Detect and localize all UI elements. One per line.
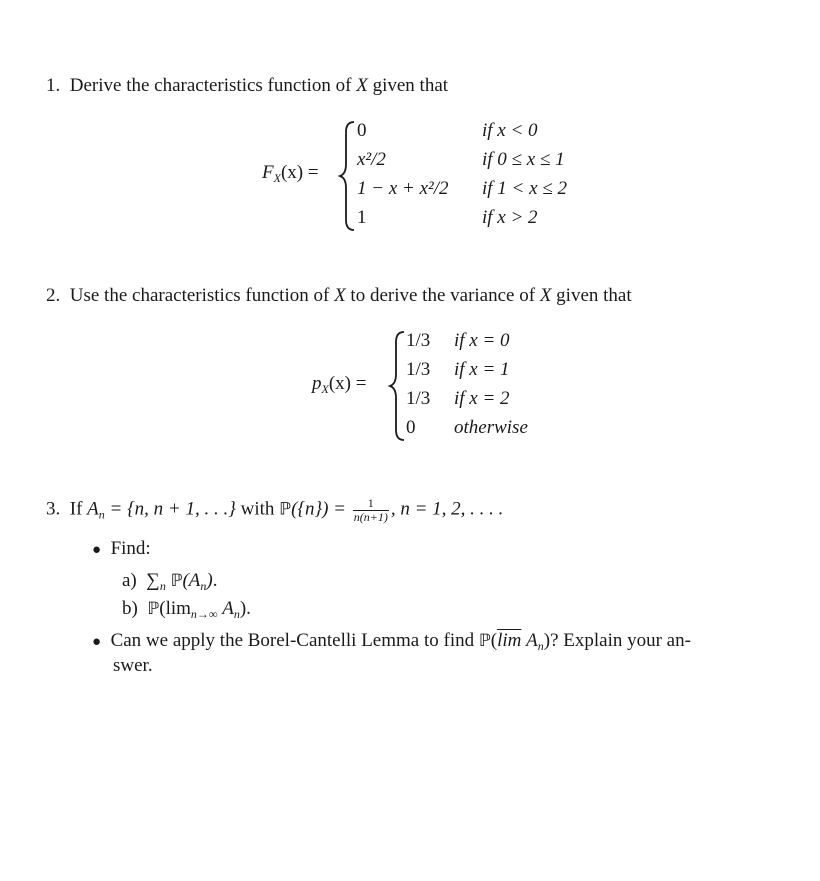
part-b-label: b) bbox=[122, 598, 138, 619]
q3-prob-symbol: ℙ bbox=[279, 499, 292, 520]
q2-tail: given that bbox=[556, 285, 632, 306]
q3-with: with bbox=[240, 498, 275, 520]
q2-lhs-sub: X bbox=[321, 382, 329, 396]
bullet-borel-line2: swer. bbox=[113, 655, 153, 676]
q1-tail: given that bbox=[372, 75, 449, 96]
q2-variable-1: X bbox=[334, 285, 346, 306]
q2-case-cond-1: if x = 0 bbox=[454, 330, 510, 351]
q2-left-brace bbox=[388, 330, 406, 442]
q2-lhs bbox=[312, 373, 366, 395]
q2-number: 2. bbox=[46, 285, 61, 306]
q1-case-value-2: x²/2 bbox=[357, 149, 386, 170]
q1-number: 1. bbox=[46, 75, 61, 96]
q3-fraction bbox=[353, 497, 389, 523]
part-b: b) $ℙ(\lim_{n\to\infty}$ $A_n$). bbox=[122, 598, 251, 621]
q2-case-value-4: 0 bbox=[406, 417, 416, 438]
q1-case-cond-1: if x < 0 bbox=[482, 120, 538, 141]
q2-intro: Use the characteristics function of bbox=[69, 285, 330, 306]
q1-left-brace bbox=[338, 120, 356, 232]
q1-variable: X bbox=[356, 75, 368, 96]
q2-case-cond-2: if x = 1 bbox=[454, 359, 510, 380]
q2-middle: to derive the variance of bbox=[350, 285, 536, 306]
limsup-symbol: $\overline{lim}$ bbox=[497, 630, 522, 651]
bullet-borel-tail: )? Explain your an- bbox=[543, 630, 691, 651]
q3-set-sub: n bbox=[98, 507, 105, 522]
borel-prob: ℙ bbox=[478, 631, 491, 651]
q2-case-cond-4: otherwise bbox=[454, 417, 528, 438]
q3-frac-num: 1 bbox=[353, 497, 389, 511]
bullet-borel: ● Can we apply the Borel-Cantelli Lemma to find $ℙ(\overline{lim}$ $A_n$)? Explain your an- bbox=[92, 630, 691, 653]
q3-number: 3. bbox=[46, 498, 61, 520]
q3-set-symbol: A bbox=[87, 498, 99, 520]
q1-lhs-arg: (x) = bbox=[280, 162, 319, 183]
q1-intro: Derive the characteristics function of bbox=[69, 75, 352, 96]
q2-variable-2: X bbox=[539, 285, 552, 306]
bullet-find bbox=[92, 538, 151, 560]
bullet-find-text: Find: bbox=[110, 538, 151, 559]
q2-case-value-3: 1/3 bbox=[406, 388, 431, 409]
q2-case-value-1: 1/3 bbox=[406, 330, 431, 351]
bullet-icon-2: ● bbox=[92, 634, 102, 650]
part-a-label: a) bbox=[122, 570, 137, 591]
part-a-prob: ℙ bbox=[170, 571, 183, 591]
q3-heading bbox=[46, 497, 503, 523]
q1-lhs bbox=[262, 162, 319, 184]
q1-heading bbox=[46, 75, 448, 97]
q3-range: , n = 1, 2, . . . . bbox=[390, 498, 504, 520]
q1-case-value-3: 1 − x + x²/2 bbox=[357, 178, 449, 199]
q3-if: If bbox=[69, 498, 83, 520]
part-b-sub: n→∞ bbox=[190, 607, 218, 621]
sum-sub: n bbox=[159, 579, 166, 593]
q3-set-def: = {n, n + 1, . . .} bbox=[109, 498, 236, 520]
bullet-borel-line1: Can we apply the Borel-Cantelli Lemma to find bbox=[110, 630, 475, 651]
q2-lhs-arg: (x) = bbox=[328, 373, 367, 394]
q1-lhs-symbol: F bbox=[262, 162, 274, 183]
q3-prob-left: ({n}) = bbox=[291, 498, 346, 520]
q1-case-cond-4: if x > 2 bbox=[482, 207, 538, 228]
q1-case-cond-2: if 0 ≤ x ≤ 1 bbox=[482, 149, 565, 170]
part-a: a) $\sum_n$ $ℙ(A_n)$. bbox=[122, 570, 218, 593]
q2-lhs-symbol: p bbox=[312, 373, 322, 394]
q3-frac-den: n(n+1) bbox=[353, 509, 388, 524]
bullet-icon: ● bbox=[92, 542, 102, 558]
part-b-prob: ℙ bbox=[147, 599, 160, 619]
q1-case-value-1: 0 bbox=[357, 120, 367, 141]
q2-case-value-2: 1/3 bbox=[406, 359, 431, 380]
q1-case-value-4: 1 bbox=[357, 207, 367, 228]
q2-heading bbox=[46, 285, 632, 307]
sum-symbol: ∑ bbox=[146, 570, 160, 591]
q1-lhs-sub: X bbox=[273, 171, 281, 185]
q2-case-cond-3: if x = 2 bbox=[454, 388, 510, 409]
q1-case-cond-3: if 1 < x ≤ 2 bbox=[482, 178, 567, 199]
part-a-arg: $(A_n)$ bbox=[182, 570, 213, 593]
